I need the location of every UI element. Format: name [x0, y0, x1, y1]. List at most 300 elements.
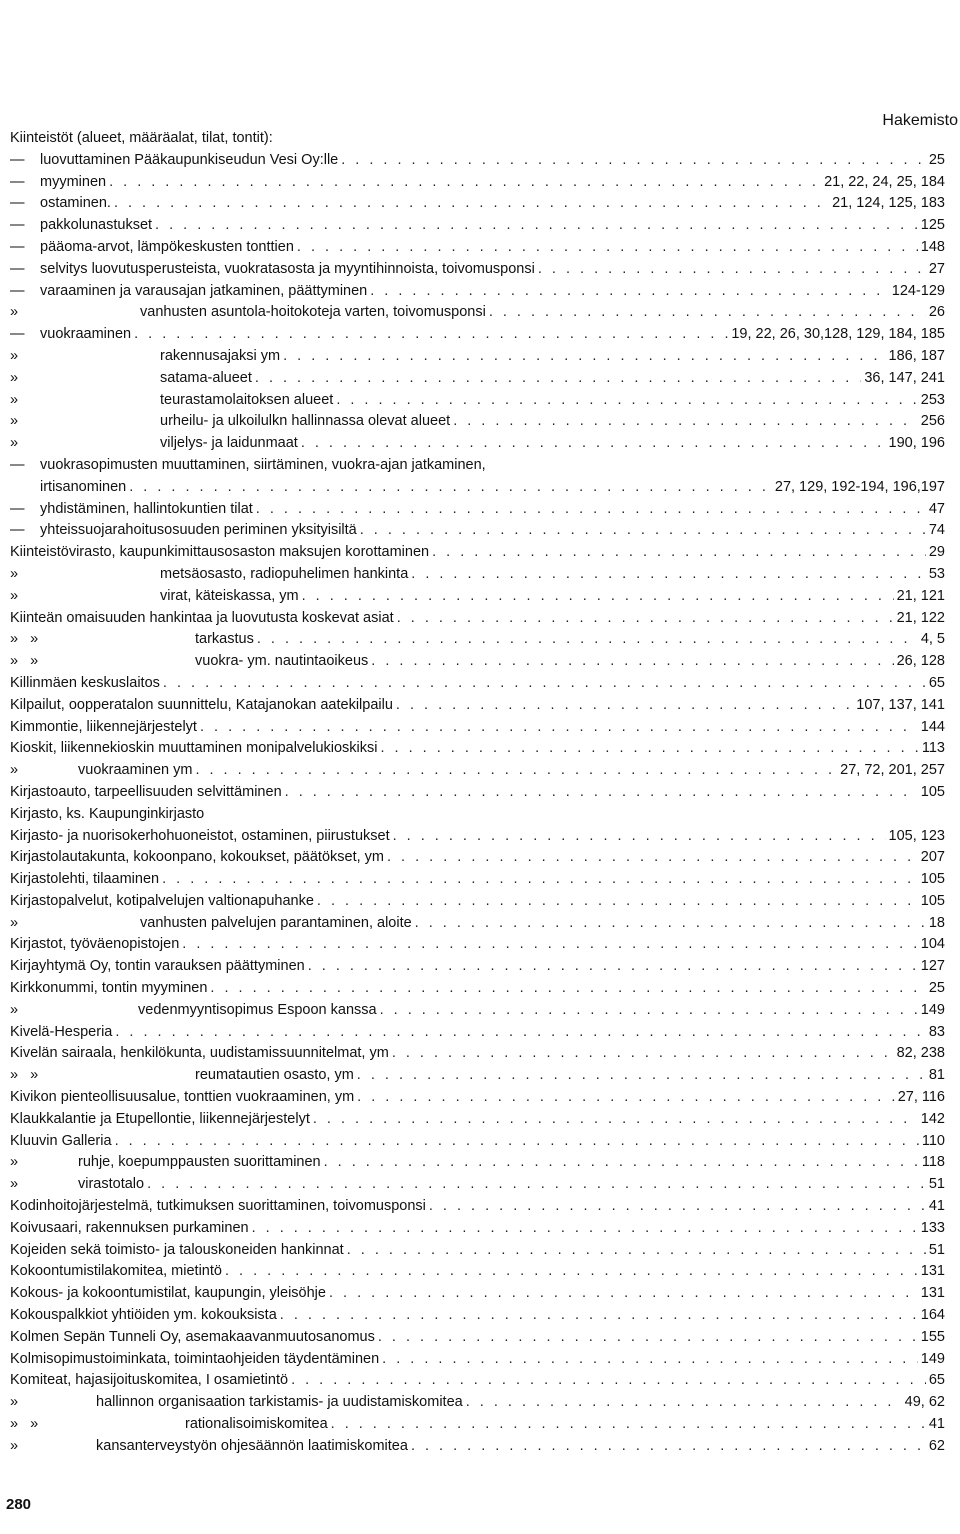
entry-pages: 41: [928, 1198, 945, 1215]
entry-label: Kirjastolautakunta, kokoonpano, kokoukset, päätökset, ym: [10, 849, 384, 866]
dot-leader: [387, 849, 918, 865]
entry-prefix: »: [10, 914, 19, 931]
dot-leader: [381, 740, 919, 756]
index-entry: [10, 1154, 945, 1176]
entry-pages: 113: [921, 740, 945, 757]
dot-leader: [397, 610, 894, 626]
entry-pages: 110: [921, 1132, 945, 1149]
entry-label: Kirjastolehti, tilaaminen: [10, 871, 160, 888]
entry-text: [10, 326, 131, 342]
entry-label: Kokouspalkkiot yhtiöiden ym. kokouksista: [10, 1307, 277, 1324]
index-entry: [10, 1198, 945, 1220]
dot-leader: [195, 762, 837, 778]
entry-text: [10, 195, 111, 211]
entry-prefix: » »: [10, 1067, 39, 1084]
entry-prefix: »: [10, 347, 19, 364]
entry-text: [10, 435, 298, 451]
entry-pages: 19, 22, 26, 30,128, 129, 184, 185: [731, 326, 945, 343]
entry-label: ostaminen.: [40, 195, 111, 212]
dot-leader: [147, 1176, 926, 1192]
dot-leader: [255, 370, 861, 386]
index-entry: [10, 457, 945, 479]
entry-label: vanhusten asuntola-hoitokoteja varten, toivomusponsi: [140, 304, 486, 321]
entry-pages: 207: [920, 849, 945, 866]
entry-text: [10, 1416, 328, 1432]
entry-prefix: —: [10, 282, 25, 299]
entry-label: virat, käteiskassa, ym: [160, 587, 299, 604]
entry-prefix: —: [10, 500, 25, 517]
entry-text: [10, 936, 179, 952]
index-entry: [10, 1133, 945, 1155]
entry-label: Kimmontie, liikennejärjestelyt: [10, 718, 197, 735]
dot-leader: [297, 239, 918, 255]
dot-leader: [182, 936, 918, 952]
entry-label: teurastamolaitoksen alueet: [160, 391, 334, 408]
dot-leader: [415, 915, 926, 931]
entry-label: rakennusajaksi ym: [160, 347, 281, 364]
index-entry: [10, 893, 945, 915]
entry-label: Kirjasto, ks. Kaupunginkirjasto: [10, 805, 205, 822]
entry-prefix: »: [10, 435, 19, 452]
entry-prefix: »: [10, 587, 19, 604]
entry-pages: 25: [928, 980, 945, 997]
entry-pages: 53: [928, 565, 945, 582]
entry-text: [10, 1111, 310, 1127]
index-entry: [10, 1111, 945, 1133]
entry-prefix: —: [10, 151, 25, 168]
entry-label: Kirjastoauto, tarpeellisuuden selvittäminen: [10, 783, 282, 800]
entry-text: [10, 566, 408, 582]
entry-text: [10, 1067, 354, 1083]
entry-pages: 74: [928, 522, 945, 539]
index-entry: [10, 522, 945, 544]
entry-text: [10, 457, 486, 473]
index-entry: [10, 1045, 945, 1067]
entry-pages: 21, 22, 24, 25, 184: [824, 173, 945, 190]
dot-leader: [115, 1133, 919, 1149]
entry-pages: 41: [928, 1416, 945, 1433]
entry-text: [10, 1089, 354, 1105]
entry-text: [10, 958, 305, 974]
entry-text: [10, 239, 294, 255]
dot-leader: [280, 1307, 918, 1323]
dot-leader: [393, 828, 886, 844]
entry-prefix: »: [10, 565, 19, 582]
index-entry: [10, 610, 945, 632]
index-entry: [10, 174, 945, 196]
dot-leader: [283, 348, 885, 364]
entry-pages: 105: [920, 783, 945, 800]
entry-pages: 4, 5: [920, 631, 945, 648]
entry-label: Kolmen Sepän Tunneli Oy, asemakaavanmuutosanomus: [10, 1328, 375, 1345]
entry-label: virastotalo: [78, 1176, 145, 1193]
dot-leader: [360, 522, 926, 538]
section-header: Hakemisto: [882, 112, 958, 129]
dot-leader: [301, 435, 886, 451]
dot-leader: [162, 871, 918, 887]
entry-label: irtisanominen: [40, 478, 127, 495]
entry-pages: 51: [928, 1176, 945, 1193]
index-entry: [10, 435, 945, 457]
entry-pages: 81: [928, 1067, 945, 1084]
entry-pages: 21, 124, 125, 183: [832, 195, 945, 212]
index-entry: [10, 348, 945, 370]
entry-text: [10, 1002, 377, 1018]
entry-label: vuokra- ym. nautintaoikeus: [195, 653, 369, 670]
entry-text: [10, 1351, 379, 1367]
dot-leader: [308, 958, 918, 974]
entry-label: Koivusaari, rakennuksen purkaminen: [10, 1219, 249, 1236]
entry-prefix: —: [10, 522, 25, 539]
entry-text: [10, 348, 280, 364]
entry-pages: 142: [920, 1110, 945, 1127]
entry-label: satama-alueet: [160, 369, 252, 386]
entry-label: Kiinteän omaisuuden hankintaa ja luovutusta koskevat asiat: [10, 609, 394, 626]
index-entry: [10, 566, 945, 588]
entry-label: selvitys luovutusperusteista, vuokratasosta ja myyntihinnoista, toivomusponsi: [40, 260, 535, 277]
entry-pages: 107, 137, 141: [856, 696, 945, 713]
dot-leader: [252, 1220, 918, 1236]
entry-text: [10, 719, 197, 735]
index-entry: [10, 1416, 945, 1438]
entry-text: [10, 675, 160, 691]
dot-leader: [347, 1242, 926, 1258]
entry-label: vuokraaminen: [40, 326, 132, 343]
entry-text: [10, 1285, 326, 1301]
entry-prefix: —: [10, 238, 25, 255]
entry-prefix: »: [10, 391, 19, 408]
index-entry: [10, 806, 945, 828]
dot-leader: [396, 697, 853, 713]
entry-label: Kirjayhtymä Oy, tontin varauksen päättyminen: [10, 958, 305, 975]
dot-leader: [382, 1351, 918, 1367]
dot-leader: [341, 152, 926, 168]
entry-prefix: »: [10, 762, 19, 779]
index-entry: [10, 217, 945, 239]
dot-leader: [302, 588, 894, 604]
entry-label: Komiteat, hajasijoituskomitea, I osamietintö: [10, 1372, 289, 1389]
entry-pages: 27: [928, 260, 945, 277]
entry-text: [10, 915, 412, 931]
entry-text: [10, 849, 384, 865]
entry-label: Kodinhoitojärjestelmä, tutkimuksen suorittaminen, toivomusponsi: [10, 1198, 426, 1215]
entry-text: [10, 1372, 288, 1388]
entry-label: Kirkkonummi, tontin myyminen: [10, 980, 208, 997]
dot-leader: [329, 1285, 918, 1301]
entry-pages: 26: [928, 304, 945, 321]
entry-pages: 190, 196: [888, 435, 945, 452]
dot-leader: [357, 1089, 895, 1105]
entry-text: [10, 1133, 112, 1149]
entry-text: [10, 762, 192, 778]
index-entry: [10, 152, 945, 174]
dot-leader: [453, 413, 918, 429]
index-entry: [10, 479, 945, 501]
index-entry: [10, 283, 945, 305]
entry-pages: 49, 62: [904, 1394, 945, 1411]
entry-pages: 26, 128: [896, 653, 945, 670]
index-entry: [10, 1329, 945, 1351]
entry-label: Kluuvin Galleria: [10, 1132, 112, 1149]
index-entry: [10, 653, 945, 675]
entry-text: [10, 740, 378, 756]
entry-pages: 144: [920, 718, 945, 735]
entry-text: [10, 392, 333, 408]
index-entry: [10, 719, 945, 741]
index-entry: [10, 1438, 945, 1460]
index-entry: [10, 239, 945, 261]
entry-text: [10, 1024, 112, 1040]
dot-leader: [392, 1045, 894, 1061]
index-entry: [10, 980, 945, 1002]
dot-leader: [115, 1024, 926, 1040]
dot-leader: [411, 566, 926, 582]
entry-pages: 62: [928, 1437, 945, 1454]
entry-pages: 36, 147, 241: [864, 369, 945, 386]
dot-leader: [129, 479, 772, 495]
dot-leader: [324, 1154, 919, 1170]
index-entry: [10, 326, 945, 348]
entry-prefix: »: [10, 1001, 19, 1018]
dot-leader: [163, 675, 926, 691]
index-entry: [10, 413, 945, 435]
entry-text: [10, 1394, 463, 1410]
entry-pages: 118: [921, 1154, 945, 1171]
entry-text: [10, 1045, 389, 1061]
entry-prefix: »: [10, 304, 19, 321]
index-entry: [10, 1089, 945, 1111]
entry-prefix: —: [10, 217, 25, 234]
dot-leader: [210, 980, 925, 996]
index-entry: [10, 1351, 945, 1373]
entry-prefix: » »: [10, 1416, 39, 1433]
dot-leader: [538, 261, 926, 277]
index-entry: [10, 588, 945, 610]
entry-pages: 131: [920, 1263, 945, 1280]
entry-label: Kivikon pienteollisuusalue, tonttien vuokraaminen, ym: [10, 1089, 355, 1106]
index-entry: [10, 958, 945, 980]
entry-text: [10, 980, 207, 996]
entry-label: myyminen: [40, 173, 107, 190]
dot-leader: [489, 304, 926, 320]
index-entry: [10, 130, 945, 152]
entry-label: vuokraaminen ym: [78, 762, 193, 779]
entry-prefix: »: [10, 413, 19, 430]
dot-leader: [313, 1111, 918, 1127]
index-entry: [10, 828, 945, 850]
entry-text: [10, 1242, 344, 1258]
dot-leader: [371, 653, 893, 669]
dot-leader: [429, 1198, 926, 1214]
entry-text: [10, 217, 152, 233]
entry-label: tarkastus: [195, 631, 254, 648]
entry-prefix: —: [10, 326, 25, 343]
entry-label: vanhusten palvelujen parantaminen, aloite: [140, 914, 412, 931]
index-entry: [10, 392, 945, 414]
entry-label: Kivelä-Hesperia: [10, 1023, 113, 1040]
entry-pages: 149: [920, 1350, 945, 1367]
entry-prefix: »: [10, 1437, 19, 1454]
entry-pages: 65: [928, 674, 945, 691]
dot-leader: [380, 1002, 918, 1018]
entry-pages: 82, 238: [896, 1045, 945, 1062]
entry-pages: 148: [920, 238, 945, 255]
entry-pages: 186, 187: [888, 347, 945, 364]
index-entry: [10, 740, 945, 762]
index-entry: [10, 1307, 945, 1329]
dot-leader: [317, 893, 918, 909]
dot-leader: [411, 1438, 926, 1454]
entry-text: [10, 522, 357, 538]
index-entry: [10, 1220, 945, 1242]
entry-text: [10, 261, 535, 277]
dot-leader: [114, 195, 829, 211]
entry-text: [10, 413, 450, 429]
index-entry: [10, 304, 945, 326]
entry-label: Klaukkalantie ja Etupellontie, liikennejärjestelyt: [10, 1110, 310, 1127]
entry-pages: 131: [920, 1285, 945, 1302]
entry-text: [10, 610, 394, 626]
entry-prefix: »: [10, 1176, 19, 1193]
dot-leader: [331, 1416, 926, 1432]
entry-pages: 21, 121: [896, 587, 945, 604]
index-entry: [10, 1002, 945, 1024]
entry-pages: 155: [920, 1328, 945, 1345]
entry-text: [10, 1176, 144, 1192]
entry-pages: 27, 72, 201, 257: [840, 762, 945, 779]
index-entry: [10, 784, 945, 806]
entry-prefix: »: [10, 1154, 19, 1171]
entry-label: pääoma-arvot, lämpökeskusten tonttien: [40, 238, 294, 255]
entry-label: ruhje, koepumppausten suorittaminen: [78, 1154, 321, 1171]
entry-text: [10, 304, 486, 320]
dot-leader: [336, 392, 917, 408]
dot-leader: [432, 544, 926, 560]
index-entry: [10, 501, 945, 523]
index-entry: [10, 1285, 945, 1307]
entry-prefix: »: [10, 369, 19, 386]
entry-text: [10, 1220, 249, 1236]
entry-label: Kokous- ja kokoontumistilat, kaupungin, yleisöhje: [10, 1285, 326, 1302]
entry-text: [10, 697, 393, 713]
entry-label: kansanterveystyön ohjesäännön laatimiskomitea: [96, 1437, 408, 1454]
entry-prefix: —: [10, 195, 25, 212]
entry-text: [10, 806, 204, 822]
entry-pages: 256: [920, 413, 945, 430]
dot-leader: [357, 1067, 926, 1083]
dot-leader: [256, 501, 926, 517]
entry-pages: 27, 129, 192-194, 196,197: [774, 478, 945, 495]
entry-pages: 47: [928, 500, 945, 517]
entry-pages: 18: [928, 914, 945, 931]
index-entry: [10, 195, 945, 217]
index-entry: [10, 1394, 945, 1416]
index-entry: [10, 370, 945, 392]
entry-text: [10, 653, 368, 669]
entry-label: viljelys- ja laidunmaat: [160, 435, 298, 452]
entry-label: Kilpailut, oopperatalon suunnittelu, Katajanokan aatekilpailu: [10, 696, 393, 713]
index-entry: [10, 1242, 945, 1264]
index-entry: [10, 1067, 945, 1089]
entry-label: Kolmisopimustoiminkata, toimintaohjeiden täydentäminen: [10, 1350, 380, 1367]
dot-leader: [370, 283, 889, 299]
entry-pages: 105, 123: [888, 827, 945, 844]
entry-pages: 29: [928, 544, 945, 561]
index-entries: [10, 130, 945, 1460]
entry-prefix: —: [10, 260, 25, 277]
entry-pages: 51: [928, 1241, 945, 1258]
index-entry: [10, 1024, 945, 1046]
entry-text: [10, 174, 106, 190]
index-entry: [10, 936, 945, 958]
entry-label: hallinnon organisaation tarkistamis- ja uudistamiskomitea: [96, 1394, 463, 1411]
entry-label: Kirjastopalvelut, kotipalvelujen valtionapuhanke: [10, 892, 314, 909]
index-entry: [10, 1263, 945, 1285]
entry-text: [10, 871, 159, 887]
entry-prefix: —: [10, 456, 25, 473]
dot-leader: [134, 326, 728, 342]
entry-pages: 27, 116: [897, 1089, 945, 1106]
entry-text: [10, 893, 314, 909]
dot-leader: [200, 719, 918, 735]
entry-label: Killinmäen keskuslaitos: [10, 674, 160, 691]
entry-text: [10, 1329, 375, 1345]
entry-label: vuokrasopimusten muuttaminen, siirtäminen, vuokra-ajan jatkaminen,: [40, 456, 486, 473]
entry-label: Kirjasto- ja nuorisokerhohuoneistot, ostaminen, piirustukset: [10, 827, 390, 844]
entry-label: Kioskit, liikennekioskin muuttaminen monipalvelukioskiksi: [10, 740, 378, 757]
dot-leader: [155, 217, 918, 233]
entry-label: Kirjastot, työväenopistojen: [10, 936, 180, 953]
dot-leader: [378, 1329, 918, 1345]
entry-text: [10, 544, 429, 560]
entry-pages: 83: [928, 1023, 945, 1040]
entry-label: pakkolunastukset: [40, 217, 153, 234]
dot-leader: [466, 1394, 902, 1410]
entry-text: [10, 631, 254, 647]
page-number: 280: [6, 1496, 32, 1513]
entry-label: vedenmyyntisopimus Espoon kanssa: [138, 1001, 377, 1018]
entry-pages: 253: [920, 391, 945, 408]
index-entry: [10, 1372, 945, 1394]
entry-pages: 164: [920, 1307, 945, 1324]
entry-pages: 105: [920, 871, 945, 888]
entry-text: [10, 152, 338, 168]
entry-text: [10, 1307, 277, 1323]
entry-pages: 149: [920, 1001, 945, 1018]
entry-pages: 104: [920, 936, 945, 953]
dot-leader: [291, 1372, 926, 1388]
entry-label: Kojeiden sekä toimisto- ja talouskoneiden hankinnat: [10, 1241, 344, 1258]
entry-text: [10, 828, 390, 844]
index-entry: [10, 544, 945, 566]
entry-prefix: » »: [10, 631, 39, 648]
entry-pages: 21, 122: [896, 609, 945, 626]
entry-pages: 133: [920, 1219, 945, 1236]
entry-text: [10, 370, 252, 386]
dot-leader: [285, 784, 918, 800]
index-entry: [10, 915, 945, 937]
entry-label: metsäosasto, radiopuhelimen hankinta: [160, 565, 409, 582]
index-entry: [10, 762, 945, 784]
index-entry: [10, 675, 945, 697]
entry-label: Kivelän sairaala, henkilökunta, uudistamissuunnitelmat, ym: [10, 1045, 389, 1062]
entry-text: [10, 501, 253, 517]
entry-text: [10, 1198, 426, 1214]
entry-text: [10, 1154, 321, 1170]
entry-label: Kiinteistövirasto, kaupunkimittausosaston maksujen korottaminen: [10, 544, 430, 561]
entry-label: urheilu- ja ulkoilulkn hallinnassa olevat alueet: [160, 413, 451, 430]
entry-label: reumatautien osasto, ym: [195, 1067, 354, 1084]
